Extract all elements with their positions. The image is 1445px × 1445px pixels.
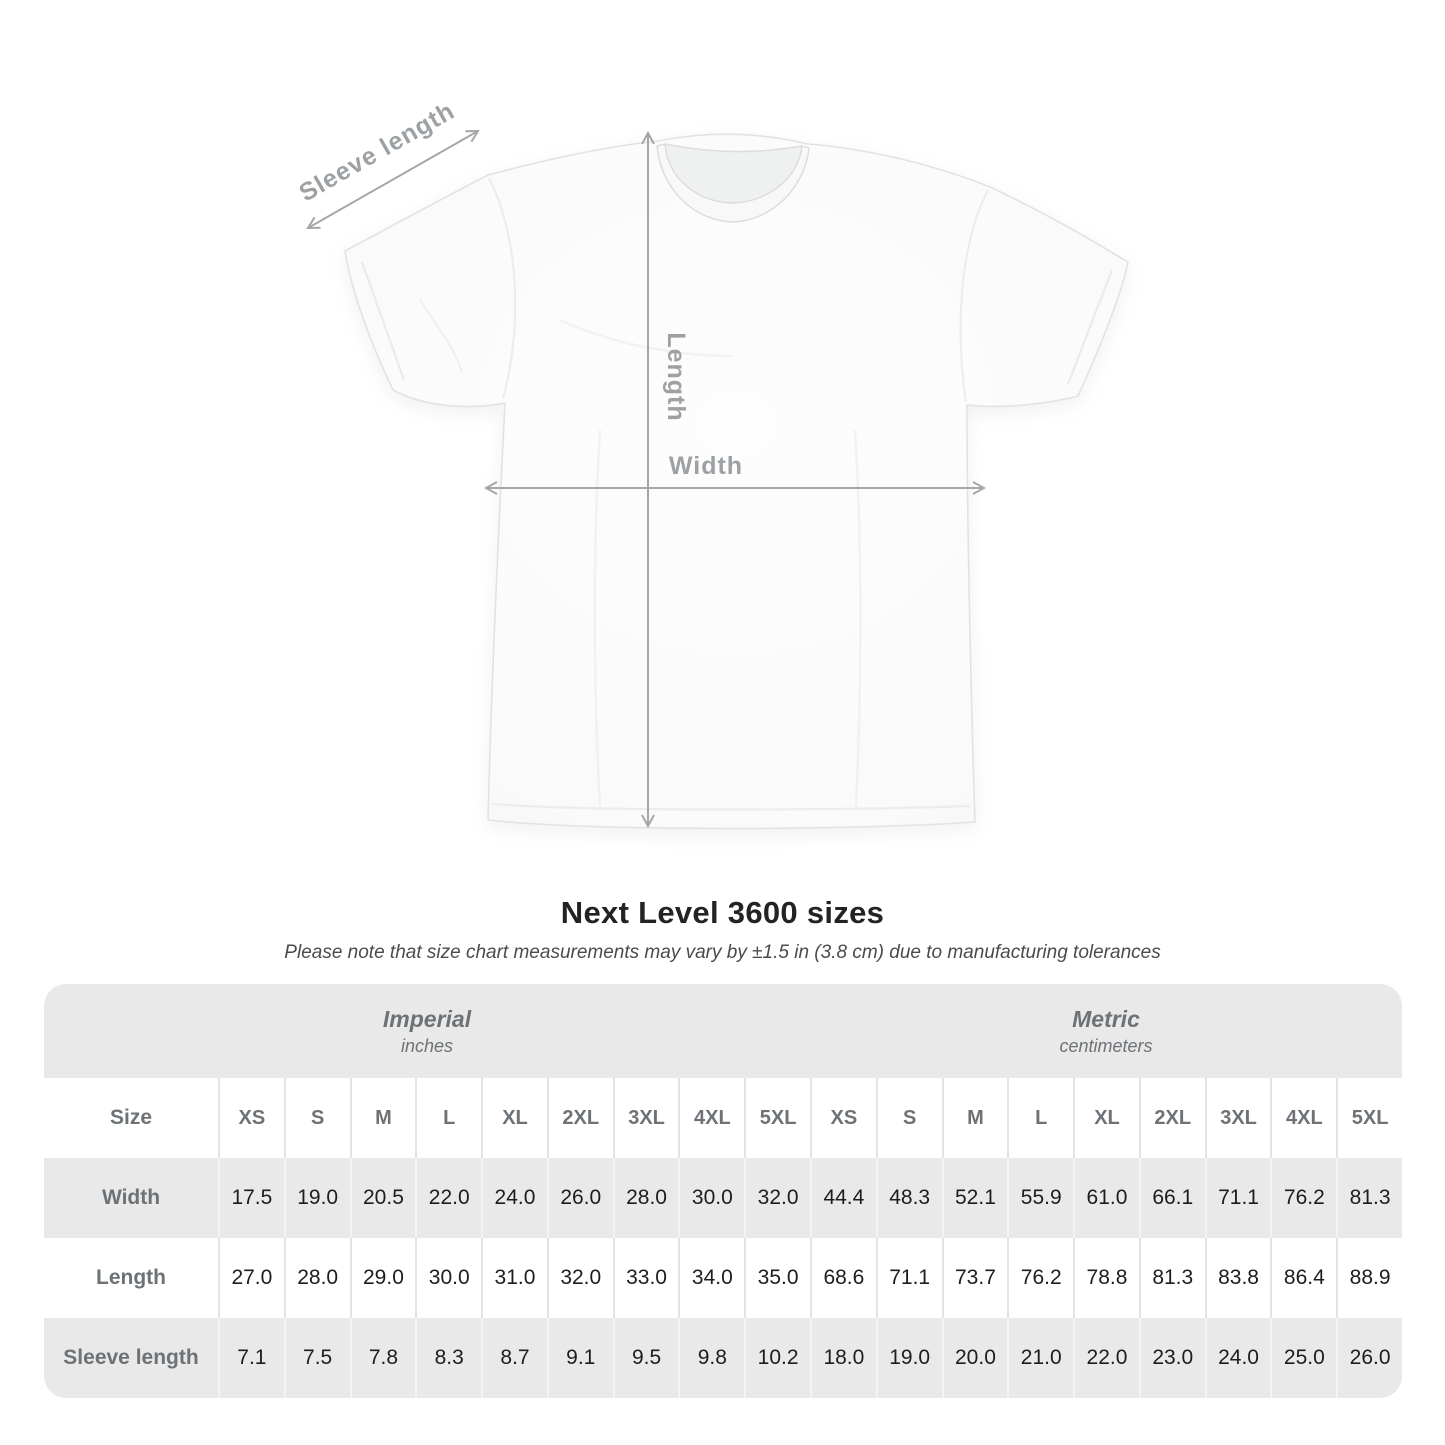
size-header-row	[44, 1078, 1402, 1158]
size-value: 28.0	[613, 1158, 679, 1238]
size-value: 8.3	[415, 1318, 481, 1398]
unit-header-band	[44, 984, 1402, 1078]
row-label-length: Length	[96, 1266, 166, 1289]
size-value: 22.0	[415, 1158, 481, 1238]
metric-label: Metric	[1072, 1005, 1140, 1032]
size-table	[44, 984, 1402, 1398]
size-value: 7.5	[284, 1318, 350, 1398]
size-value: 33.0	[613, 1238, 679, 1318]
size-col-header: 2XL	[1139, 1078, 1205, 1158]
size-value: 30.0	[415, 1238, 481, 1318]
size-value: 32.0	[547, 1238, 613, 1318]
size-col-header: M	[350, 1078, 416, 1158]
sleeve-length-label: Sleeve length	[294, 96, 460, 208]
size-value: 35.0	[744, 1238, 810, 1318]
size-value: 19.0	[876, 1318, 942, 1398]
page-title: Next Level 3600 sizes	[560, 895, 885, 930]
size-value: 19.0	[284, 1158, 350, 1238]
size-value: 76.2	[1270, 1158, 1336, 1238]
size-col-header: L	[415, 1078, 481, 1158]
size-value: 86.4	[1270, 1238, 1336, 1318]
size-value: 25.0	[1270, 1318, 1336, 1398]
size-value: 7.1	[218, 1318, 284, 1398]
size-value: 31.0	[481, 1238, 547, 1318]
size-col-header: XL	[1073, 1078, 1139, 1158]
measurement-row-length	[44, 1238, 1402, 1318]
size-value: 34.0	[678, 1238, 744, 1318]
size-col-header: S	[284, 1078, 350, 1158]
measurement-row-sleeve-length	[44, 1318, 1402, 1398]
size-value: 24.0	[481, 1158, 547, 1238]
size-value: 26.0	[1336, 1318, 1402, 1398]
size-value: 81.3	[1139, 1238, 1205, 1318]
size-value: 23.0	[1139, 1318, 1205, 1398]
size-col-header: 5XL	[744, 1078, 810, 1158]
size-value: 9.5	[613, 1318, 679, 1398]
size-value: 8.7	[481, 1318, 547, 1398]
size-value: 44.4	[810, 1158, 876, 1238]
size-value: 21.0	[1007, 1318, 1073, 1398]
tshirt-diagram	[250, 88, 1200, 878]
metric-unit: centimeters	[1059, 1035, 1153, 1056]
row-label-sleeve-length: Sleeve length	[63, 1346, 199, 1369]
width-label: Width	[668, 452, 744, 480]
size-col-header: 5XL	[1336, 1078, 1402, 1158]
size-value: 68.6	[810, 1238, 876, 1318]
size-value: 18.0	[810, 1318, 876, 1398]
size-value: 30.0	[678, 1158, 744, 1238]
length-label: Length	[662, 332, 690, 422]
imperial-label: Imperial	[382, 1005, 472, 1032]
size-value: 48.3	[876, 1158, 942, 1238]
size-value: 24.0	[1205, 1318, 1271, 1398]
size-col-header: XS	[810, 1078, 876, 1158]
size-col-header: 4XL	[678, 1078, 744, 1158]
size-value: 66.1	[1139, 1158, 1205, 1238]
size-value: 7.8	[350, 1318, 416, 1398]
size-value: 22.0	[1073, 1318, 1139, 1398]
size-value: 9.1	[547, 1318, 613, 1398]
size-col-header: 3XL	[1205, 1078, 1271, 1158]
size-value: 27.0	[218, 1238, 284, 1318]
size-col-header: XS	[218, 1078, 284, 1158]
size-value: 20.0	[942, 1318, 1008, 1398]
size-value: 81.3	[1336, 1158, 1402, 1238]
imperial-header	[44, 984, 810, 1078]
size-value: 83.8	[1205, 1238, 1271, 1318]
row-label-width: Width	[101, 1186, 161, 1209]
size-value: 52.1	[942, 1158, 1008, 1238]
size-value: 78.8	[1073, 1238, 1139, 1318]
size-col-header: S	[876, 1078, 942, 1158]
size-value: 88.9	[1336, 1238, 1402, 1318]
size-col-header: L	[1007, 1078, 1073, 1158]
size-col-header: 4XL	[1270, 1078, 1336, 1158]
size-value: 10.2	[744, 1318, 810, 1398]
table-rows	[44, 1078, 1402, 1398]
size-corner-label: Size	[109, 1106, 153, 1129]
size-value: 26.0	[547, 1158, 613, 1238]
size-value: 20.5	[350, 1158, 416, 1238]
size-value: 55.9	[1007, 1158, 1073, 1238]
measurement-row-width	[44, 1158, 1402, 1238]
metric-header	[810, 984, 1402, 1078]
size-value: 61.0	[1073, 1158, 1139, 1238]
size-col-header: M	[942, 1078, 1008, 1158]
size-value: 71.1	[1205, 1158, 1271, 1238]
size-value: 17.5	[218, 1158, 284, 1238]
size-col-header: 2XL	[547, 1078, 613, 1158]
size-value: 9.8	[678, 1318, 744, 1398]
size-value: 76.2	[1007, 1238, 1073, 1318]
size-value: 28.0	[284, 1238, 350, 1318]
imperial-unit: inches	[400, 1035, 454, 1056]
tolerance-note: Please note that size chart measurements may vary by ±1.5 in (3.8 cm) due to manufacturing tolerances	[284, 942, 1161, 963]
size-col-header: 3XL	[613, 1078, 679, 1158]
size-value: 73.7	[942, 1238, 1008, 1318]
size-value: 32.0	[744, 1158, 810, 1238]
size-value: 71.1	[876, 1238, 942, 1318]
size-col-header: XL	[481, 1078, 547, 1158]
size-value: 29.0	[350, 1238, 416, 1318]
tshirt-image	[345, 134, 1128, 828]
